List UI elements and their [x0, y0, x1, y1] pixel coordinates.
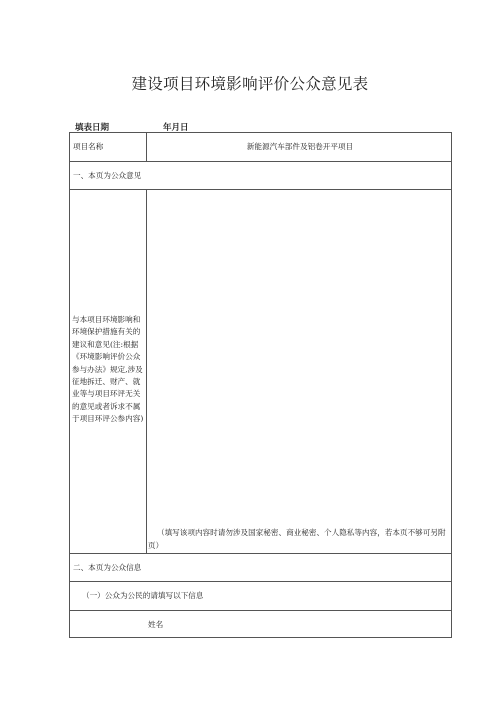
section-1-title: 一、本页为公众意见: [73, 171, 142, 180]
subsection-1-title: （一）公众为公民的请填写以下信息: [82, 591, 204, 600]
name-label: 姓名: [148, 620, 164, 629]
section-2-title: 二、本页为公众信息: [73, 563, 142, 572]
opinion-form-table: [69, 132, 452, 638]
row-divider: [70, 553, 451, 554]
row-divider: [70, 161, 451, 162]
opinion-field-label: 与本项目环境影响和环境保护措施有关的建议和意见(注:根据《环境影响评价公众参与办法》规定,涉及征地拆迁、财产、就业等与项目环评无关的意见或者诉求不属于项目环评公参内容): [72, 315, 144, 424]
fill-date-value: 年月日: [163, 123, 189, 133]
row-divider: [70, 581, 451, 582]
row-divider: [70, 610, 451, 611]
project-name-label: 项目名称: [73, 142, 104, 151]
opinion-input-area[interactable]: [152, 190, 450, 496]
project-name-value: 新能源汽车部件及铝卷开平项目: [246, 142, 354, 151]
name-input[interactable]: [190, 613, 448, 635]
column-divider: [146, 189, 147, 553]
opinion-note: （填写该项内容时请勿涉及国家秘密、商业秘密、个人隐私等内容，若本页不够可另附页）: [148, 528, 446, 550]
form-title: 建设项目环境影响评价公众意见表: [131, 75, 369, 93]
fill-date-label: 填表日期: [75, 123, 110, 133]
